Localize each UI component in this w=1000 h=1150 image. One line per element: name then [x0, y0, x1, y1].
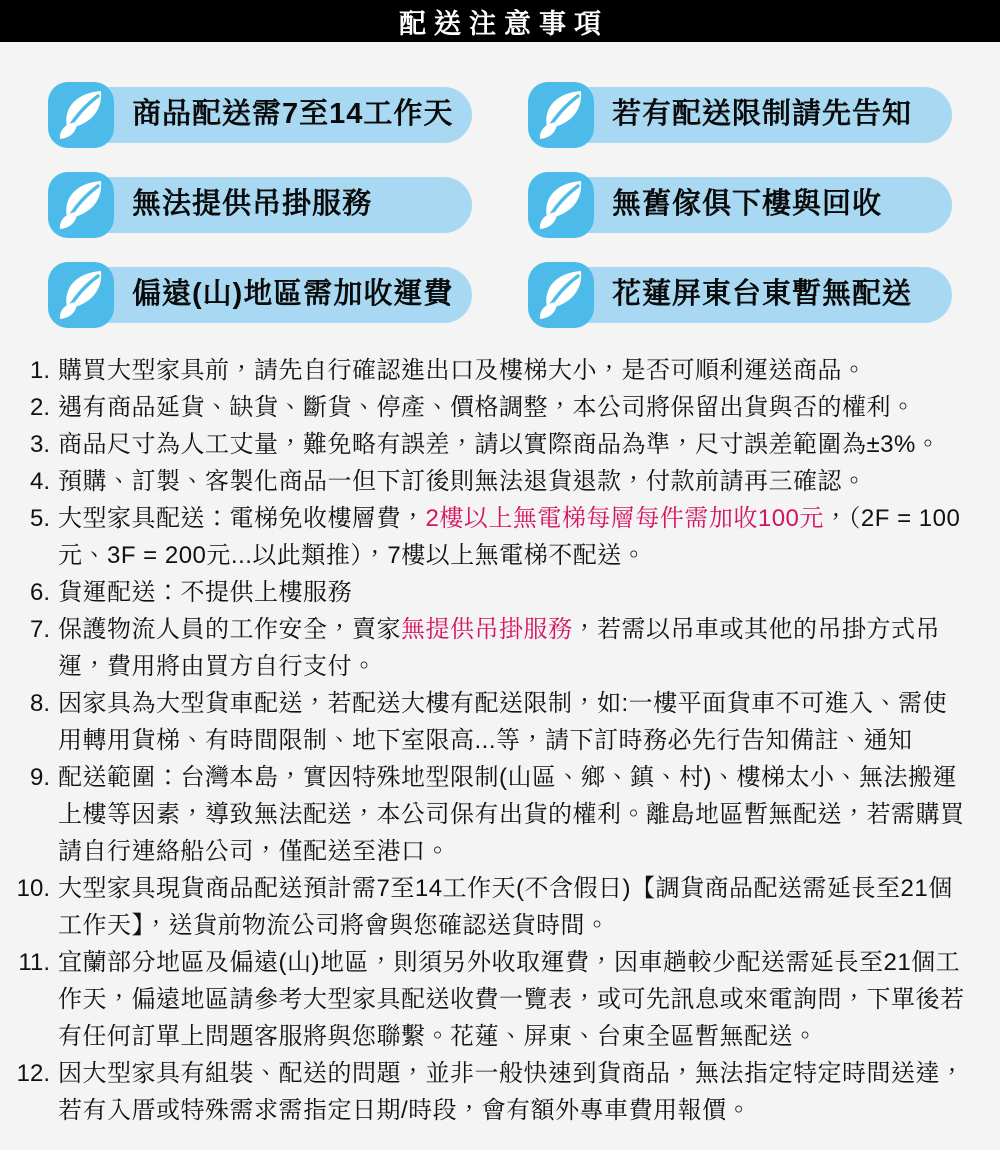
badge-label: 商品配送需7至14工作天 [132, 98, 454, 130]
badge-label: 花蓮屏東台東暫無配送 [612, 278, 913, 310]
note-item-7 [0, 611, 968, 685]
note-text [58, 463, 968, 500]
note-text [58, 500, 968, 574]
note-item-9 [0, 759, 968, 870]
note-text [58, 611, 968, 685]
badge-delivery-days [48, 82, 472, 148]
note-segment: 遇有商品延貨、缺貨、斷貨、停產、價格調整，本公司將保留出貨與否的權利。 [58, 394, 916, 421]
note-number: 12. [16, 1060, 50, 1087]
note-segment: 因大型家具有組裝、配送的問題，並非一般快速到貨商品，無法指定特定時間送達，若有入厝或特殊需求需指定日期/時段，會有額外專車費用報價。 [58, 1060, 965, 1124]
note-segment: 宜蘭部分地區及偏遠(山)地區，則須另外收取運費，因車趟較少配送需延長至21個工作天，偏遠地區請參考大型家具配送收費一覽表，或可先訊息或來電詢問，下單後若有任何訂單上問題客服將與您聯繫。花蓮、屏東、台東全區暫無配送。 [58, 949, 965, 1050]
note-number: 11. [18, 949, 50, 976]
note-text [58, 574, 968, 611]
note-item-5 [0, 500, 968, 574]
note-text [58, 759, 968, 870]
note-text [58, 1055, 968, 1129]
note-number: 4. [29, 468, 50, 495]
badge-no-old-furniture [528, 172, 952, 238]
note-segment: 因家具為大型貨車配送，若配送大樓有配送限制，如:一樓平面貨車不可進入、需使用轉用貨梯、有時間限制、地下室限高...等，請下訂時務必先行告知備註、通知 [58, 690, 948, 754]
note-item-12 [0, 1055, 968, 1129]
badges-grid [0, 42, 1000, 328]
note-segment: 商品尺寸為人工丈量，難免略有誤差，請以實際商品為準，尺寸誤差範圍為±3%。 [58, 431, 941, 458]
note-text [58, 389, 968, 426]
badge-label: 若有配送限制請先告知 [612, 98, 913, 130]
note-item-11 [0, 944, 968, 1055]
highlighted-text: 無提供吊掛服務 [401, 616, 573, 643]
badge-remote-area-fee [48, 262, 472, 328]
badge-label: 無舊傢俱下樓與回收 [612, 188, 883, 220]
note-segment: 配送範圍：台灣本島，實因特殊地型限制(山區、鄉、鎮、村)、樓梯太小、無法搬運上樓等因素，導致無法配送，本公司保有出貨的權利。離島地區暫無配送，若需購買請自行連絡船公司，僅配送至港口。 [58, 764, 965, 865]
badge-label: 偏遠(山)地區需加收運費 [132, 278, 454, 310]
badge-no-hoisting [48, 172, 472, 238]
note-item-2 [0, 389, 968, 426]
note-text [58, 944, 968, 1055]
badge-label: 無法提供吊掛服務 [132, 188, 373, 220]
badge-no-delivery-east [528, 262, 952, 328]
note-segment: 預購、訂製、客製化商品一但下訂後則無法退貨退款，付款前請再三確認。 [58, 468, 867, 495]
note-number: 10. [16, 875, 50, 902]
note-segment: 購買大型家具前，請先自行確認進出口及樓梯大小，是否可順利運送商品。 [58, 357, 867, 384]
note-item-8 [0, 685, 968, 759]
note-number: 7. [29, 616, 50, 643]
note-number: 5. [29, 505, 50, 532]
note-text [58, 870, 968, 944]
badge-delivery-restriction [528, 82, 952, 148]
note-segment: 貨運配送：不提供上樓服務 [58, 579, 352, 606]
note-segment: ，若需以吊車或其他的吊掛方式吊運，費用將由買方自行支付。 [58, 616, 940, 680]
note-number: 9. [29, 764, 50, 791]
note-text [58, 426, 968, 463]
note-number: 2. [29, 394, 50, 421]
note-item-4 [0, 463, 968, 500]
note-segment: ，（2F = 100元、3F = 200元...以此類推），7樓以上無電梯不配送。 [58, 505, 961, 569]
header-bar [0, 0, 1000, 42]
note-number: 6. [29, 579, 50, 606]
note-number: 8. [29, 690, 50, 717]
note-text [58, 685, 968, 759]
page-title: 配送注意事項 [399, 8, 609, 39]
notes-list [0, 328, 1000, 1129]
note-segment: 大型家具現貨商品配送預計需7至14工作天(不含假日)【調貨商品配送需延長至21個工作天】，送貨前物流公司將會與您確認送貨時間。 [58, 875, 953, 939]
note-item-6 [0, 574, 968, 611]
note-number: 1. [29, 357, 50, 384]
note-item-10 [0, 870, 968, 944]
note-item-3 [0, 426, 968, 463]
note-segment: 大型家具配送：電梯免收樓層費， [58, 505, 426, 532]
highlighted-text: 2樓以上無電梯每層每件需加收100元 [425, 505, 824, 532]
note-text [58, 352, 968, 389]
note-segment: 保護物流人員的工作安全，賣家 [58, 616, 401, 643]
note-item-1 [0, 352, 968, 389]
note-number: 3. [29, 431, 50, 458]
